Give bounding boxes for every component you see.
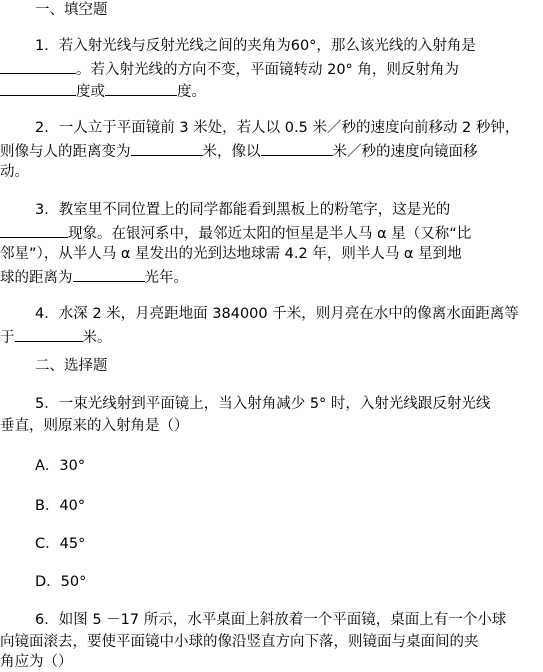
q1-blank-2	[0, 80, 76, 96]
q2-line-2-mid: 米，像以	[202, 144, 261, 160]
q3-line-3: 邻星”），从半人马 α 星发出的光到达地球需 4.2 年，则半人马 α 星到地	[0, 246, 462, 262]
q6-line-1: 6．如图 5 －17 所示，水平桌面上斜放着一个平面镜，桌面上有一个小球	[35, 612, 507, 628]
q4-line-2-start: 于	[0, 330, 15, 346]
q6-line-2: 向镜面滚去，要使平面镜中小球的像沿竖直方向下落，则镜面与桌面间的夹	[0, 634, 479, 650]
q2-blank-2	[261, 140, 333, 156]
q3-line-2	[0, 222, 471, 242]
q1-blank-3	[105, 80, 177, 96]
q3-line-1: 3．教室里不同位置上的同学都能看到黑板上的粉笔字，这是光的	[35, 202, 451, 218]
q3-blank-1	[0, 222, 68, 238]
q1-blank-1	[0, 58, 76, 74]
q2-line-2-end: 米／秒的速度向镜面移	[332, 144, 478, 160]
section-heading-fill-blank: 一、填空题	[35, 2, 108, 18]
q2-blank-1	[131, 140, 203, 156]
q5-option-c: C．45°	[35, 536, 86, 552]
q5-option-a: A．30°	[35, 458, 86, 474]
q2-line-2-start: 则像与人的距离变为	[0, 144, 131, 160]
q1-line-1: 1．若入射光线与反射光线之间的夹角为60°，那么该光线的入射角是	[35, 38, 476, 54]
q3-line-2-text: 现象。在银河系中，最邻近太阳的恒星是半人马 α 星（又称“比	[68, 226, 472, 242]
q1-line-3-end: 度。	[177, 84, 206, 100]
q5-option-b: B．40°	[35, 498, 86, 514]
q1-line-2	[0, 58, 459, 78]
section-heading-multiple-choice: 二、选择题	[35, 358, 108, 374]
q2-line-2	[0, 140, 478, 160]
q4-line-2-end: 米。	[82, 330, 112, 346]
q1-line-2-text: 。若入射光线的方向不变，平面镜转动 20° 角，则反射角为	[76, 62, 459, 78]
q1-line-3	[0, 80, 206, 100]
q4-line-1: 4．水深 2 米，月亮距地面 384000 千米，则月亮在水中的像离水面距离等	[35, 306, 519, 322]
q2-line-1: 2．一人立于平面镜前 3 米处，若人以 0.5 米／秒的速度向前移动 2 秒钟，	[35, 120, 520, 136]
q3-line-4	[0, 266, 188, 286]
q3-blank-2	[73, 266, 145, 282]
q1-line-3-mid: 度或	[76, 84, 105, 100]
q5-option-d: D．50°	[35, 574, 87, 590]
q5-line-2: 垂直，则原来的入射角是（）	[0, 418, 189, 434]
q5-line-1: 5．一束光线射到平面镜上，当入射角减少 5° 时，入射光线跟反射光线	[35, 396, 491, 412]
q4-blank-1	[15, 326, 83, 342]
q3-line-4-start: 球的距离为	[0, 270, 73, 286]
q2-line-3: 动。	[0, 164, 29, 180]
q3-line-4-end: 光年。	[144, 270, 188, 286]
q4-line-2	[0, 326, 112, 346]
q6-line-3: 角应为（）	[0, 654, 73, 670]
